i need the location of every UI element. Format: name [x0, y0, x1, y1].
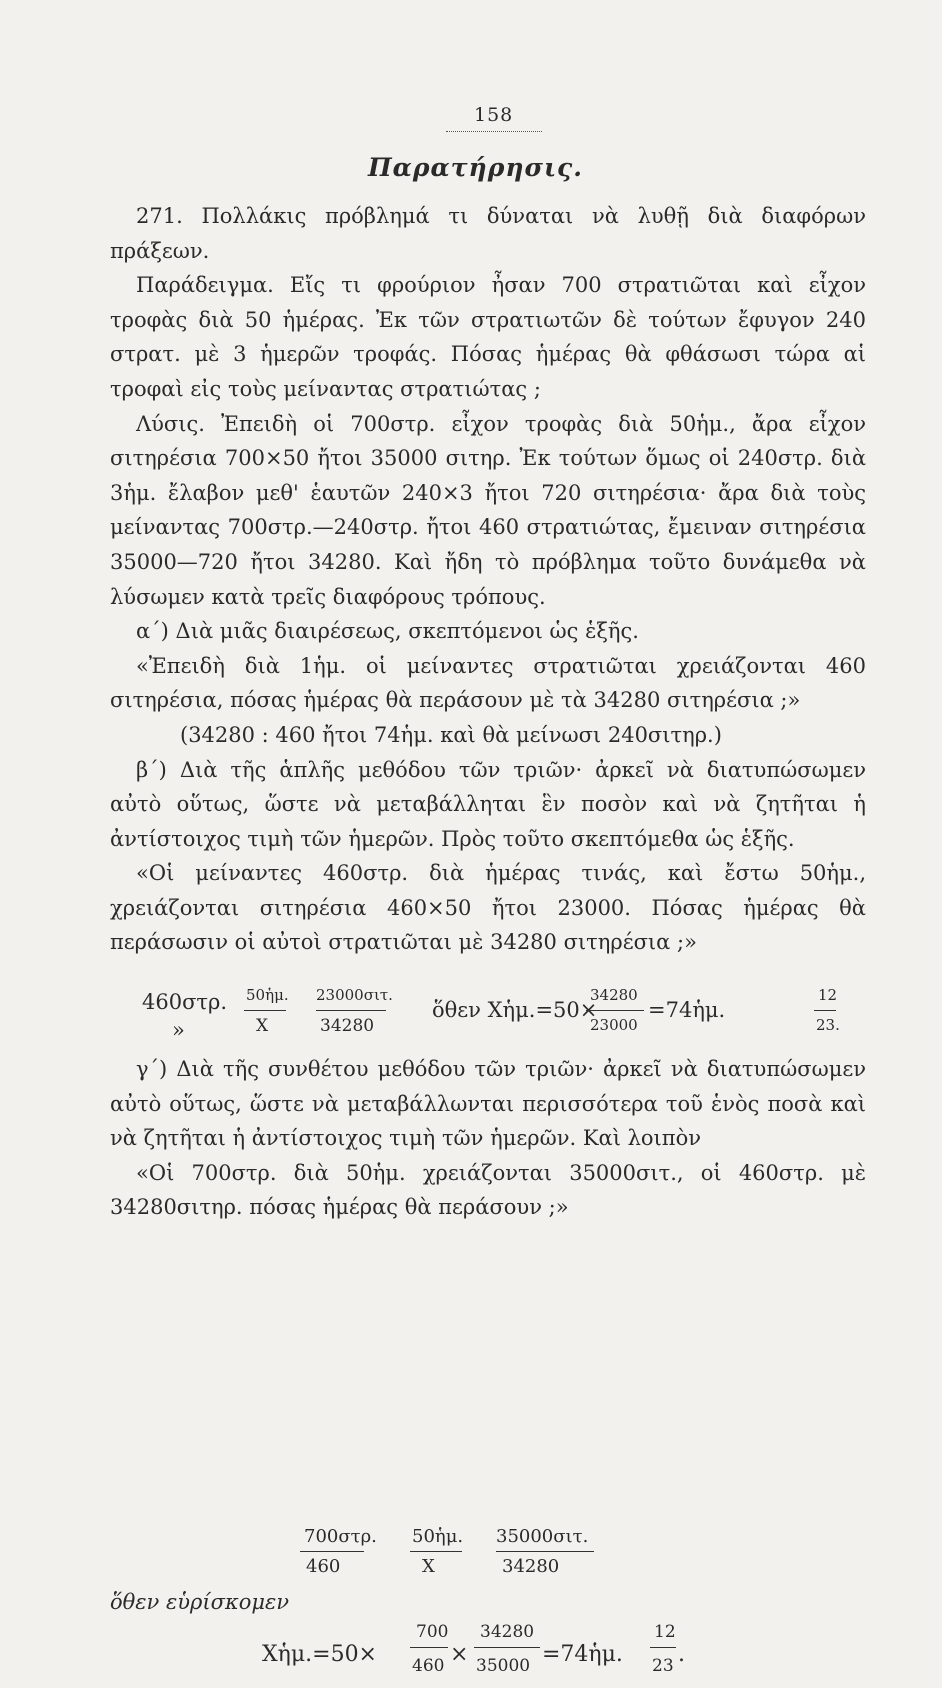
paragraph: γ΄) Διὰ τῆς συνθέτου μεθόδου τῶν τριῶν· ἀρκεῖ νὰ διατυπώσωμεν αὐτὸ οὕτως, ὥστε νὰ μεταβάλλωνται περισσότερα τοῦ ἑνὸς ποσὰ καὶ νὰ ζητῆται ἡ ἀντίστοιχος τιμὴ τῶν ἡμερῶν. Καὶ λοιπὸν	[110, 1057, 866, 1151]
eq2-rule-1	[300, 1551, 364, 1552]
proportion-setup	[296, 1526, 616, 1582]
eq1-a2: 50ἡμ.	[246, 986, 289, 1004]
page-number: 158	[474, 104, 514, 126]
eq3-period: .	[678, 1642, 685, 1667]
eq3-d1: 460	[412, 1656, 445, 1676]
equation-simple-rule	[142, 986, 872, 1046]
paragraph: «Ἐπειδὴ διὰ 1ἡμ. οἱ μείναντες στρατιῶται χρειάζονται 460 σιτηρέσια, πόσας ἡμέρας θὰ περάσουν μὲ τὰ 34280 σιτηρέσια ;»	[110, 653, 866, 713]
eq1-rule-b	[316, 1010, 386, 1011]
eq3-result: =74ἡμ.	[542, 1642, 623, 1667]
eq1-num: 34280	[590, 986, 638, 1004]
eq1-remainder-rule	[814, 1010, 836, 1011]
eq1-b3: 34280	[320, 1016, 375, 1036]
eq1-result: =74ἡμ.	[648, 998, 726, 1022]
eq1-fraction-den: 23.	[816, 1016, 840, 1034]
eq2-rule-2	[410, 1551, 462, 1552]
eq2-t1: 700στρ.	[304, 1526, 377, 1547]
paragraph: «Οἱ μείναντες 460στρ. διὰ ἡμέρας τινάς, καὶ ἔστω 50ἡμ., χρειάζονται σιτηρέσια 460×50 ἤτοι 23000. Πόσας ἡμέρας θὰ περάσωσιν οἱ αὐτοὶ στρατιῶται μὲ 34280 σιτηρέσια ;»	[110, 861, 866, 955]
eq1-b2: Χ	[256, 1016, 269, 1036]
paragraph: Παράδειγμα. Εἴς τι φρούριον ἦσαν 700 στρατιῶται καὶ εἶχον τροφὰς διὰ 50 ἡμέρας. Ἐκ τῶν στρατιωτῶν δὲ τούτων ἔφυγον 240 στρατ. μὲ 3 ἡμερῶν τροφάς. Πόσας ἡμέρας θὰ φθάσωσι τώρα αἱ τροφαὶ εἰς τοὺς μείναντας στρατιώτας ;	[110, 273, 866, 401]
eq3-rule-1	[410, 1647, 448, 1648]
eq3-lhs: Χἡμ.=50×	[262, 1642, 377, 1667]
paragraph: 271. Πολλάκις πρόβλημά τι δύναται νὰ λυθῇ διὰ διαφόρων πράξεων.	[110, 204, 866, 263]
body-text-2	[110, 1052, 866, 1225]
eq1-a1: 460στρ.	[142, 990, 228, 1014]
paragraph: β΄) Διὰ τῆς ἁπλῆς μεθόδου τῶν τριῶν· ἀρκεῖ νὰ διατυπώσωμεν αὐτὸ οὕτως, ὥστε νὰ μεταβάλληται ἓν ποσὸν καὶ νὰ ζητῆται ἡ ἀντίστοιχος τιμὴ τῶν ἡμερῶν. Πρὸς τοῦτο σκεπτόμεθα ὡς ἑξῆς.	[110, 757, 866, 851]
eq2-b1: 460	[306, 1556, 341, 1577]
eq3-times: ×	[450, 1642, 469, 1667]
eq3-n2: 34280	[480, 1622, 535, 1642]
eq3-fraction-den: 23	[652, 1656, 674, 1676]
eq2-b2: Χ	[422, 1556, 435, 1577]
eq1-den: 23000	[590, 1016, 638, 1034]
eq1-a3: 23000σιτ.	[316, 986, 393, 1004]
eq2-b3: 34280	[502, 1556, 560, 1577]
eq1-fraction-num: 12	[818, 986, 838, 1004]
paragraph: (34280 : 460 ἤτοι 74ἡμ. καὶ θὰ μείνωσι 240σιτηρ.)	[180, 722, 722, 747]
eq1-mid: ὅθεν Χἡμ.=50×	[432, 998, 598, 1022]
eq2-rule-3	[496, 1551, 594, 1552]
section-title: Παρατήρησις.	[368, 153, 583, 182]
eq2-t3: 35000σιτ.	[496, 1526, 589, 1547]
paragraph: Λύσις. Ἐπειδὴ οἱ 700στρ. εἶχον τροφὰς διὰ 50ἡμ., ἄρα εἶχον σιτηρέσια 700×50 ἤτοι 35000 σιτηρ. Ἐκ τούτων ὅμως οἱ 240στρ. διὰ 3ἡμ. ἔλαβον μεθ' ἑαυτῶν 240×3 ἤτοι 720 σιτηρέσια· ἄρα διὰ τοὺς μείναντας 700στρ.—240στρ. ἤτοι 460 στρατιώτας, ἔμειναν σιτηρέσια 35000—720 ἤτοι 34280. Καὶ ἤδη τὸ πρόβλημα τοῦτο δυνάμεθα νὰ λύσωμεν κατὰ τρεῖς διαφόρους τρόπους.	[110, 411, 866, 609]
page-number-rule	[446, 131, 542, 132]
eq3-fraction-num: 12	[654, 1622, 676, 1642]
eq3-fraction-rule	[650, 1647, 676, 1648]
paragraph: α΄) Διὰ μιᾶς διαιρέσεως, σκεπτόμενοι ὡς ἑξῆς.	[136, 619, 639, 644]
eq1-fraction-rule	[586, 1010, 644, 1011]
eq2-t2: 50ἡμ.	[412, 1526, 464, 1547]
paragraph: «Οἱ 700στρ. διὰ 50ἡμ. χρειάζονται 35000σιτ., οἱ 460στρ. μὲ 34280σιτηρ. πόσας ἡμέρας θὰ περάσουν ;»	[110, 1160, 866, 1220]
eq1-rule-a	[244, 1010, 286, 1011]
eq1-b1: »	[172, 1018, 185, 1042]
eq3-rule-2	[474, 1647, 540, 1648]
equation-compound-rule	[262, 1622, 692, 1688]
body-text	[110, 199, 866, 960]
hence-we-find: ὅθεν εὑρίσκομεν	[110, 1590, 290, 1614]
eq3-n1: 700	[416, 1622, 449, 1642]
eq3-d2: 35000	[476, 1656, 531, 1676]
